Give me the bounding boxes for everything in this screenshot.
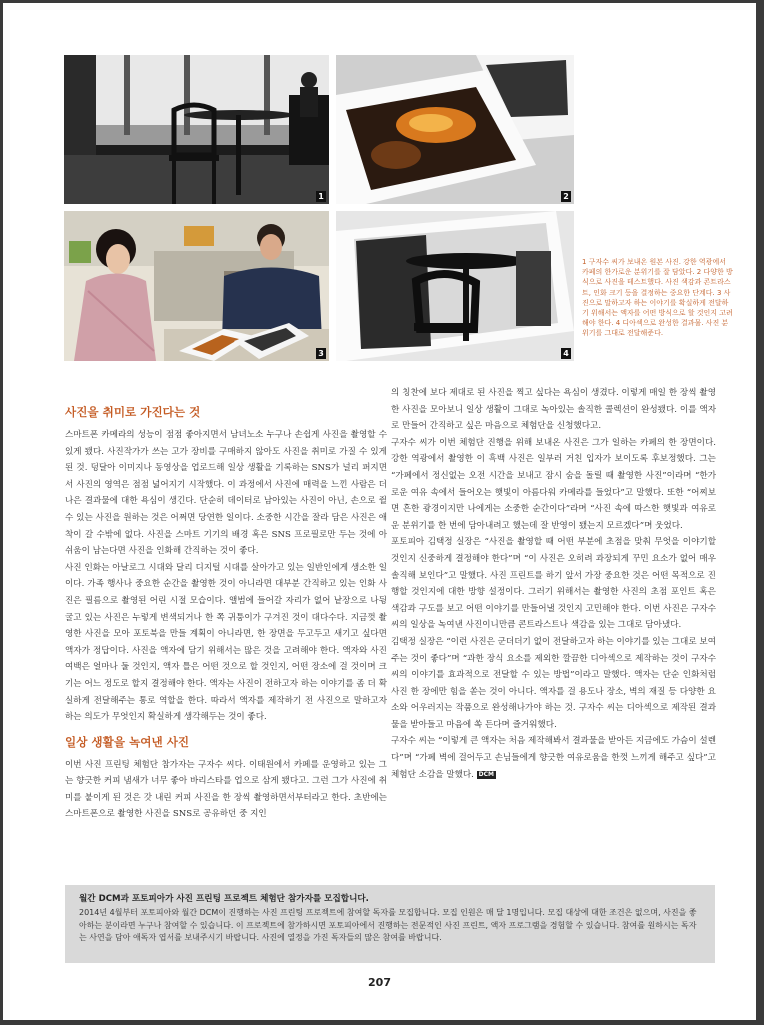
end-mark-logo: DCM <box>478 770 495 778</box>
paragraph: 포토피아 김택정 실장은 “사진을 촬영할 때 어떤 부분에 초점을 맞춰 무엇을 이야기할 것인지 신중하게 결정해야 한다”며 “이 사진은 오히려 과장되게 꾸민 요소가 없어 매우 솔직해 보인다”고 말했다. 사진 프린트를 하기 앞서 가장 중요한 것은 어떤 목적으로 진행할 것인지에 대한 방향 설정이다. 그러기 위해서는 촬영한 사진의 초점 포인트 혹은 색감과 구도를 보고 어떤 이야기를 만들어낼 것인지 고민해야 한다. 이번 사진은 구자수 씨의 일상을 녹여낸 사진이니만큼 콘트라스트나 색감을 있는 그대로 담아냈다. <box>391 537 716 631</box>
paragraph-text: 구자수 씨는 “이렇게 큰 액자는 처음 제작해봐서 결과물을 받아든 지금에도 가슴이 설렌다”며 “가페 벽에 걸어두고 손님들에게 향긋한 여유로움을 한껏 느끼게 해주고 싶다”고 체험단 소감을 말했다. <box>391 736 716 780</box>
photo-diasec-result <box>336 211 574 361</box>
photo-number: 4 <box>561 348 571 359</box>
notice-title: 월간 DCM과 포토피아가 사진 프린팅 프로젝트 체험단 참가자를 모집합니다. <box>79 894 369 904</box>
photo-number: 3 <box>316 348 326 359</box>
photo-number: 1 <box>316 191 326 202</box>
paragraph: 김택정 실장은 “이런 사진은 군더더기 없이 전달하고자 하는 이야기를 있는 그대로 보여주는 것이 좋다”며 “과한 장식 요소를 제외한 깔끔한 디아섹으로 제작하는 것이 구자수 씨의 이야기를 효과적으로 전달할 수 있는 방법”이라고 말했다. 액자는 단순 인화처럼 사진 한 장에만 힘을 쏟는 것이 아니다. 액자를 걸 용도나 장소, 벽의 재질 등 다양한 요소와 어우러지는 작품으로 완성해나가야 하는 것. 구자수 씨는 디아섹으로 제작된 결과물을 받아들고 마음에 쏙 든다며 즐거워했다. <box>391 636 716 730</box>
article-column-left <box>65 405 387 823</box>
magazine-page <box>3 3 756 1020</box>
paragraph: 스마트폰 카메라의 성능이 점점 좋아지면서 남녀노소 누구나 손쉽게 사진을 촬영할 수 있게 됐다. 사진작가가 쓰는 고가 장비를 구매하지 않아도 사진을 취미로 가질 수 있게 된 것. 덩달아 이미지나 동영상을 업로드해 일상 생활을 기록하는 SNS가 널리 퍼지면서 사진의 영역은 점점 넓어지기 시작했다. 이 과정에서 사진에 매력을 느낀 사람은 더 나은 결과물에 대한 욕심이 생긴다. 단순히 데이터로 남아있는 사진이 아닌, 손으로 쥘 수 있는 사진을 원하는 것은 어쩌면 당연한 일이다. 소중한 시간을 잘라 담은 사진은 애착이 갈 수밖에 없다. 사진을 스마트 기기의 배경 혹은 SNS 프로필로만 두는 것에 아쉬움이 남는다면 사진을 인화해 간직하는 것이 좋다. <box>65 430 387 557</box>
photo-test-prints <box>336 55 574 204</box>
photo-cafe-chairs <box>64 55 329 204</box>
notice-body: 2014년 4월부터 포토피아와 월간 DCM이 진행하는 사진 프린팅 프로젝트에 참여할 독자를 모집합니다. 모집 인원은 매 달 1명입니다. 모집 대상에 대한 조건은 없으며, 사진을 좋아하는 분이라면 누구나 참여할 수 있습니다. 이 프로젝트에 참가하시면 포토피아에서 진행하는 전문적인 사진 프린트, 액자 프로그램을 경험할 수 있습니다. 참여를 원하시는 독자는 사연을 담아 애독자 엽서를 보내주시기 바랍니다. 사진에 열정을 가진 독자들의 많은 참여를 바랍니다. <box>79 907 697 943</box>
section-heading: 일상 생활을 녹여낸 사진 <box>65 734 190 749</box>
photo-caption: 1 구자수 씨가 보내온 원본 사진. 강한 역광에서 카페의 한가로운 분위기를 잘 담았다. 2 다양한 방식으로 사진을 테스트했다. 사진 색감과 콘트라스트, 인화 크기 등을 결정하는 중요한 단계다. 3 사진으로 말하고자 하는 이야기를 확실하게 전달하기 위해서는 액자를 어떤 방식으로 할 것인지 고려해야 한다. 4 디아섹으로 완성한 결과물. 사진 분위기를 그대로 전달해준다. <box>582 258 733 338</box>
paragraph: 사진 인화는 아날로그 시대와 달리 디지털 시대를 살아가고 있는 일반인에게 생소한 일이다. 가족 행사나 중요한 순간을 촬영한 것이 아니라면 대부분 간직하고 있는 인화 사진은 필름으로 촬영된 어린 시절 모습이다. 앨범에 들어갈 자리가 없어 낱장으로 나뒹굴고 있는 사진은 누렇게 변색되거나 한 쪽 귀퉁이가 구겨진 것이 대다수다. 지금껏 촬영한 사진을 모아 포토북을 만들 계획이 아니라면, 한 장면을 두고두고 새기고 싶다면 액자가 정답이다. 사진을 액자에 담기 위해서는 많은 것을 고려해야 한다. 액자와 사진 여백은 얼마나 둘 것인지, 액자 틀은 어떤 것으로 할 것인지, 어떤 장소에 걸 것이며 크기는 어느 정도로 할지 결정해야 한다. 액자는 사진이 전하고자 하는 이야기를 좀 더 확실하게 전달해주는 통로 역할을 한다. 따라서 액자를 제작하기 전 사진으로 말하고자 하는 의도가 무엇인지 확실하게 생각해두는 것이 좋다. <box>65 562 387 723</box>
photo-participants <box>64 211 329 361</box>
paragraph-final <box>391 733 716 783</box>
photo-number: 2 <box>561 191 571 202</box>
recruitment-notice-box <box>65 885 715 963</box>
section-heading: 사진을 취미로 가진다는 것 <box>65 405 201 419</box>
paragraph: 구자수 씨가 이번 체험단 진행을 위해 보내온 사진은 그가 일하는 카페의 한 장면이다. 강한 역광에서 촬영한 이 흑백 사진은 일부러 거친 입자가 보이도록 후보정했다. 그는 “가페에서 정신없는 오전 시간을 보내고 잠시 숨을 돌릴 때 촬영한 사진”이라며 “한가로운 여유 속에서 들어오는 햇빛이 아름다워 카메라를 들었다”고 말했다. 또한 “어찌보면 흔한 광경이지만 나에게는 소중한 순간이다”라며 “사진 속에 따스한 햇빛과 여유로운 분위기를 한 번에 담아내려고 했는데 잘 반영이 됐는지 모르겠다”며 웃었다. <box>391 437 716 531</box>
paragraph: 의 칭찬에 보다 제대로 된 사진을 찍고 싶다는 욕심이 생겼다. 이렇게 매일 한 장씩 촬영한 사진을 모아보니 일상 생활이 그대로 녹아있는 솔직한 콜렉션이 완성됐다. 이를 액자로 만들어 간직하고 싶은 마음으로 체험단을 신청했다고. <box>391 388 716 432</box>
paragraph: 이번 사진 프린팅 체험단 참가자는 구자수 씨다. 이태원에서 카페를 운영하고 있는 그는 향긋한 커피 냄새가 너무 좋아 바리스타를 업으로 삼게 됐다고. 그런 그가 사진에 취미를 붙이게 된 것은 갓 내린 커피 사진을 한 장씩 촬영하면서부터라고 한다. 초반에는 스마트폰으로 촬영한 사진을 SNS로 공유하던 중 지인 <box>65 759 387 820</box>
page-number: 207 <box>368 976 391 989</box>
article-column-right <box>391 385 716 783</box>
